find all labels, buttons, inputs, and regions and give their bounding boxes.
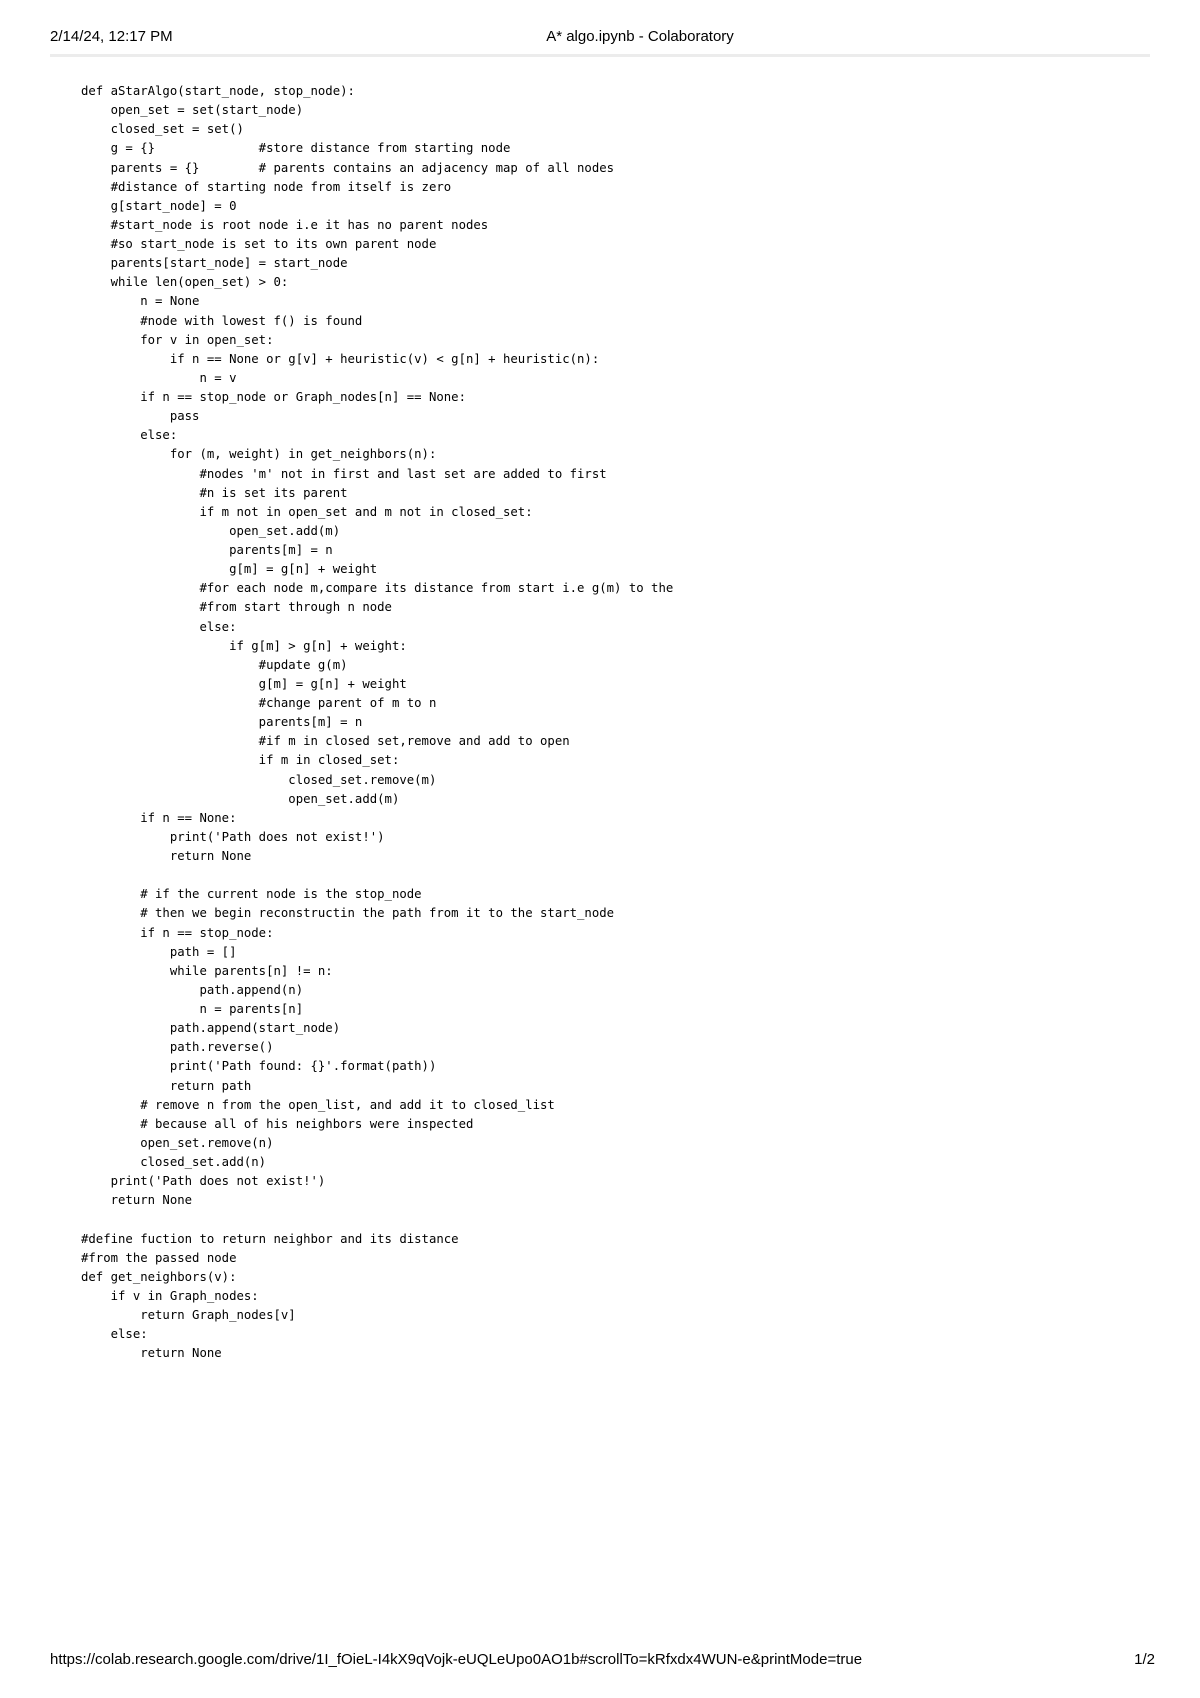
code-line: if g[m] > g[n] + weight:	[81, 638, 407, 653]
code-line: pass	[81, 409, 200, 424]
code-line: open_set.add(m)	[81, 523, 341, 538]
code-line: path.append(start_node)	[81, 1021, 341, 1036]
code-line: # if the current node is the stop_node	[81, 887, 422, 902]
code-line: if n == None or g[v] + heuristic(v) < g[n] + heuristic(n):	[81, 351, 600, 366]
code-line: def aStarAlgo(start_node, stop_node):	[81, 84, 355, 98]
code-line: g[m] = g[n] + weight	[81, 676, 407, 691]
code-line: print('Path does not exist!')	[81, 1174, 326, 1189]
header-divider	[50, 54, 1150, 57]
code-line: for (m, weight) in get_neighbors(n):	[81, 447, 437, 462]
code-line: #change parent of m to n	[81, 696, 437, 710]
code-line: closed_set = set()	[81, 122, 244, 137]
code-line: else:	[81, 428, 178, 443]
code-line	[81, 1210, 1121, 1229]
page-url: https://colab.research.google.com/drive/1I_fOieL-I4kX9qVojk-eUQLeUpo0AO1b#scrollTo=kRfxdx4WUN-e&printMode=true	[50, 1651, 863, 1668]
code-line: n = parents[n]	[81, 1002, 304, 1016]
code-line: #from start through n node	[81, 600, 392, 615]
code-line: for v in open_set:	[81, 332, 274, 347]
code-line: #update g(m)	[81, 657, 348, 672]
code-line: # because all of his neighbors were inspected	[81, 1116, 474, 1131]
code-line: closed_set.remove(m)	[81, 772, 437, 787]
code-line: else:	[81, 619, 237, 634]
code-line: #for each node m,compare its distance from start i.e g(m) to the	[81, 581, 674, 596]
code-line: print('Path found: {}'.format(path))	[81, 1059, 437, 1074]
code-line: g = {} #store distance from starting node	[81, 141, 511, 156]
code-line: #if m in closed set,remove and add to open	[81, 734, 570, 749]
print-footer	[50, 1651, 1155, 1673]
code-line: n = v	[81, 370, 237, 385]
page-number: 1/2	[1134, 1651, 1155, 1668]
code-line: if m not in open_set and m not in closed_set:	[81, 504, 533, 519]
code-line: #define fuction to return neighbor and its distance	[81, 1231, 459, 1246]
code-line: g[start_node] = 0	[81, 198, 237, 213]
code-line: n = None	[81, 294, 200, 309]
code-line: open_set.remove(n)	[81, 1135, 274, 1150]
code-line: if v in Graph_nodes:	[81, 1288, 259, 1303]
code-line: return Graph_nodes[v]	[81, 1308, 296, 1322]
code-line: return path	[81, 1078, 252, 1093]
code-line: if n == None:	[81, 810, 237, 825]
code-line: # remove n from the open_list, and add it to closed_list	[81, 1097, 555, 1112]
code-line: path.reverse()	[81, 1040, 274, 1055]
print-datetime: 2/14/24, 12:17 PM	[50, 28, 173, 45]
code-line: #so start_node is set to its own parent node	[81, 237, 437, 251]
code-line: #from the passed node	[81, 1250, 237, 1265]
code-line: open_set = set(start_node)	[81, 103, 304, 118]
code-line: if n == stop_node or Graph_nodes[n] == None:	[81, 390, 466, 404]
code-line: while parents[n] != n:	[81, 963, 333, 978]
document-title: A* algo.ipynb - Colaboratory	[546, 28, 734, 45]
code-line: path = []	[81, 944, 237, 959]
code-line: parents[start_node] = start_node	[81, 256, 348, 271]
code-line: return None	[81, 1346, 222, 1361]
code-line: #distance of starting node from itself is zero	[81, 179, 452, 194]
code-line: #start_node is root node i.e it has no parent nodes	[81, 217, 489, 232]
print-header	[50, 28, 1150, 50]
code-line: closed_set.add(n)	[81, 1155, 267, 1169]
code-line: return None	[81, 849, 252, 863]
code-line: else:	[81, 1327, 148, 1342]
code-line: open_set.add(m)	[81, 791, 400, 806]
code-line: parents = {} # parents contains an adjacency map of all nodes	[81, 160, 615, 175]
code-cell	[81, 82, 1121, 1363]
code-line: path.append(n)	[81, 982, 304, 997]
code-line: if m in closed_set:	[81, 753, 400, 768]
code-line: #n is set its parent	[81, 485, 348, 500]
code-line: print('Path does not exist!')	[81, 829, 385, 844]
code-line: def get_neighbors(v):	[81, 1269, 237, 1284]
code-line: while len(open_set) > 0:	[81, 275, 289, 290]
code-line	[81, 866, 1121, 885]
code-line: return None	[81, 1193, 193, 1208]
code-line: parents[m] = n	[81, 715, 363, 730]
code-line: #nodes 'm' not in first and last set are added to first	[81, 466, 607, 481]
code-line: parents[m] = n	[81, 543, 333, 557]
code-line: g[m] = g[n] + weight	[81, 562, 378, 577]
code-line: #node with lowest f() is found	[81, 313, 363, 328]
code-line: # then we begin reconstructin the path from it to the start_node	[81, 906, 615, 921]
code-line: if n == stop_node:	[81, 925, 274, 940]
